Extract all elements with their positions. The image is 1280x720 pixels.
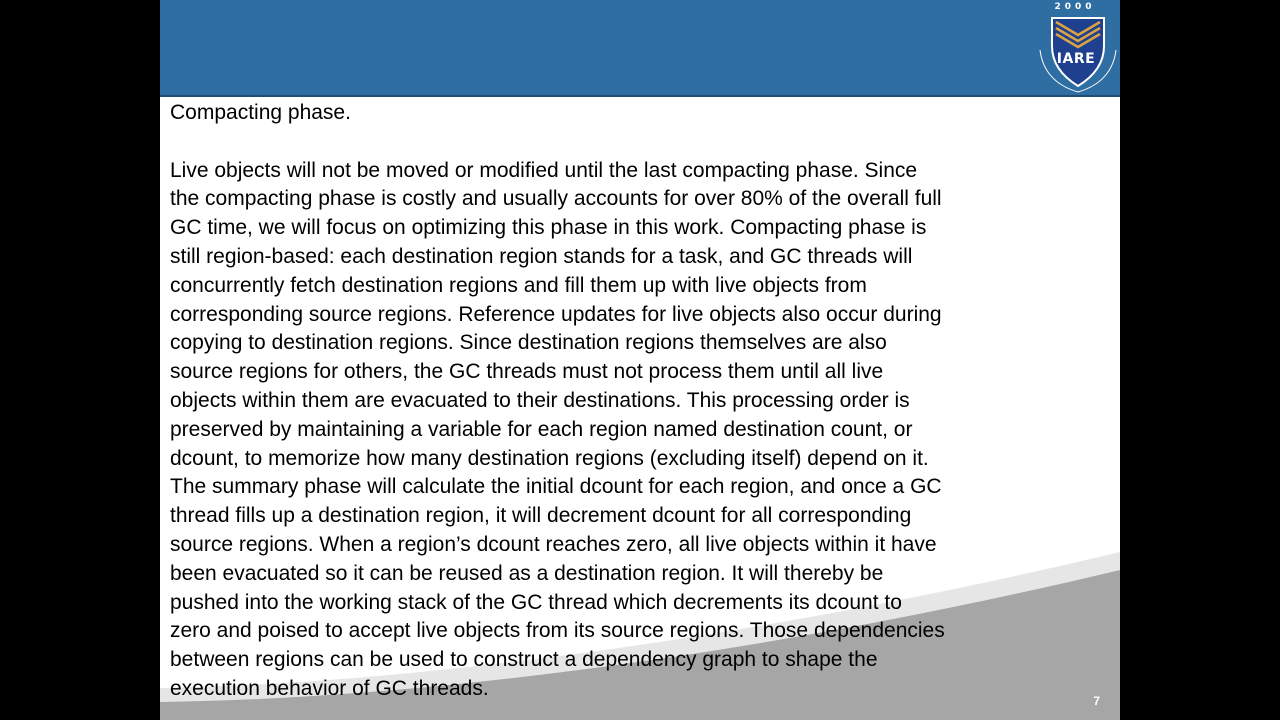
page-number: 7 [1093, 694, 1100, 708]
header-bar [160, 0, 1120, 95]
slide-body-text: Live objects will not be moved or modified until the last compacting phase. Since the compacting phase is costly and usually accounts for over 80% of the overall full GC time, we will focus on optimizing this phase in this work. Compacting phase is still region-based: each destination region stands for a task, and GC threads will concurrently fetch destination regions and fill them up with live objects from corresponding source regions. Reference updates for live objects also occur during copying to destination regions. Since destination regions themselves are also source regions for others, the GC threads must not process them until all live objects within them are evacuated to their destinations. This processing order is preserved by maintaining a variable for each region named destination count, or dcount, to memorize how many destination regions (excluding itself) depend on it. The summary phase will calculate the initial dcount for each region, and once a GC thread fills up a destination region, it will decrement dcount for all corresponding source regions. When a region’s dcount reaches zero, all live objects within it have been evacuated so it can be reused as a destination region. It will thereby be pushed into the working stack of the GC thread which decrements its dcount to zero and poised to accept live objects from its source regions. Those dependencies between regions can be used to construct a dependency graph to shape the execution behavior of GC threads. [170, 158, 945, 700]
slide-heading: Compacting phase. [170, 101, 351, 124]
iare-logo-icon [1032, 2, 1120, 94]
logo-year: 2000 [1054, 2, 1096, 12]
slide-content [170, 99, 1110, 704]
header-divider [160, 95, 1120, 97]
slide [160, 0, 1120, 720]
logo-name: IARE [1056, 51, 1096, 67]
